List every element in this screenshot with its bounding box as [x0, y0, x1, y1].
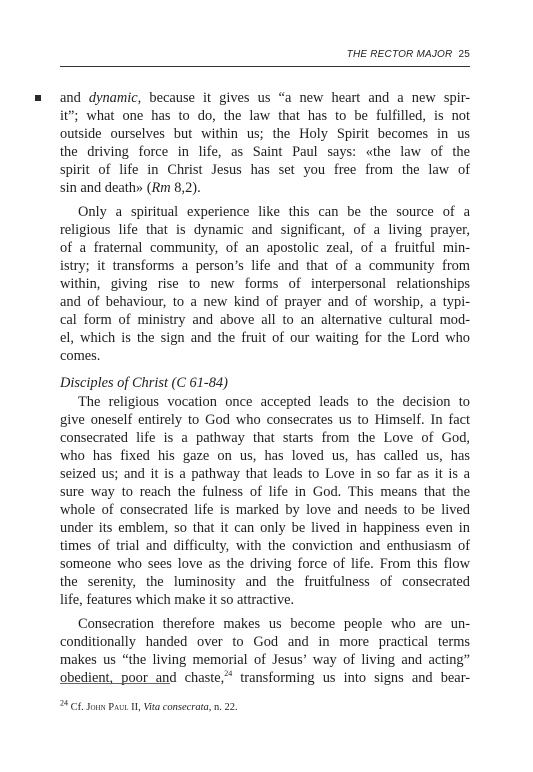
square-bullet-icon [35, 95, 41, 101]
text-line: within, giving rise to new forms of interpersonal relationships [60, 276, 470, 292]
text-line: times of trial and difficulty, with the conviction and enthusiasm of [60, 538, 470, 554]
header-rule [60, 66, 470, 67]
section-heading: Disciples of Christ (C 61-84) [60, 375, 228, 391]
running-header [60, 49, 470, 60]
bullet-item [60, 89, 470, 197]
text-line: el, which is the sign and the fruit of our waiting for the Lord who [60, 330, 470, 346]
paragraph-2 [60, 393, 470, 609]
paragraph-1 [60, 203, 470, 365]
text-line: religious life that is dynamic and significant, of a living prayer, [60, 222, 470, 238]
text-line: and dynamic, because it gives us “a new heart and a new spir- [60, 90, 470, 106]
footnote-marker: 24 [60, 698, 68, 708]
text-line: and of behaviour, to a new kind of prayer and of worship, a typi- [60, 294, 470, 310]
paragraph-3 [60, 615, 470, 687]
text-line: someone who sees love as the driving force of life. From this flow [60, 556, 470, 572]
text-line: cal form of ministry and above all to an alternative cultural mod- [60, 312, 470, 328]
text-line: makes us “the living memorial of Jesus’ way of living and acting” [60, 652, 470, 668]
footnote-author: John Paul II [86, 702, 139, 713]
text-line: comes. [60, 348, 101, 364]
body-text [60, 89, 470, 687]
text-line: the driving force in life, as Saint Paul says: «the law of the [60, 144, 470, 160]
text-line: the serenity, the luminosity and the fruitfulness of consecrated [60, 574, 470, 590]
text-line: spirit of life in Christ Jesus has set you free from the law of [60, 162, 470, 178]
text-line: whole of consecrated life is marked by love and needs to be lived [60, 502, 470, 518]
footnote-work: Vita consecrata [143, 702, 209, 713]
text-line: obedient, poor and chaste,$^{24}$ transforming us into signs and bear- [60, 669, 470, 686]
text-line: consecrated life is a pathway that starts from the Love of God, [60, 430, 470, 446]
text-line: life, features which make it so attractive. [60, 592, 295, 608]
text-line: of a fraternal community, of an apostolic zeal, of a fruitful min- [60, 240, 470, 256]
text-line: sure way to reach the fulness of life in God. This means that the [60, 484, 470, 500]
footnote: $^{24}$ Cf. John Paul II, Vita consecrata, n. 22. [60, 698, 238, 713]
page-number: 25 [458, 49, 470, 60]
text-line: istry; it transforms a person’s life and that of a community from [60, 258, 470, 274]
text-line: Only a spiritual experience like this can be the source of a [78, 204, 470, 220]
running-title: THE RECTOR MAJOR [346, 49, 453, 60]
text-line: sin and death» (Rm 8,2). [60, 180, 201, 196]
text-line: seized us; and it is a pathway that leads to Love in so far as it is a [60, 466, 470, 482]
text-line: outside ourselves but within us; the Holy Spirit becomes in us [60, 126, 470, 142]
text-line: under its emblem, so that it can only be lived in happiness even in [60, 520, 470, 536]
text-line: who has fixed his gaze on us, has loved us, has called us, has [60, 448, 470, 464]
text-line: it”; what one has to do, the law that has to be fulfilled, is not [60, 108, 470, 124]
text-line: conditionally handed over to God and in more practical terms [60, 634, 470, 650]
footnote-rule [60, 683, 170, 684]
footnote-reference: 24 [224, 669, 233, 679]
text-line: give oneself entirely to God who consecrates us to Himself. In fact [60, 412, 470, 428]
text-line: Consecration therefore makes us become people who are un- [78, 616, 470, 632]
text-line: The religious vocation once accepted leads to the decision to [78, 394, 470, 410]
